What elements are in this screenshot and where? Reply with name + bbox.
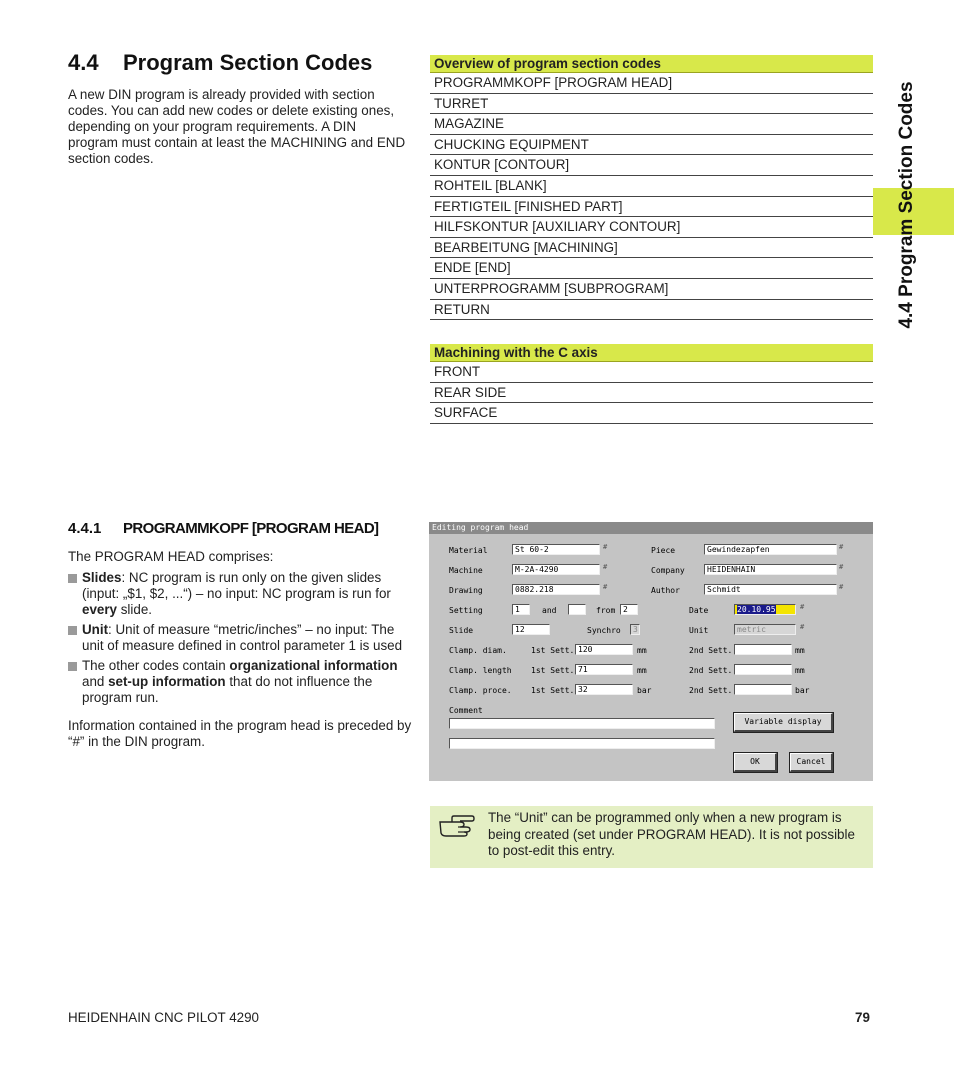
clamp-length-2nd-field[interactable] [734, 664, 792, 675]
company-label: Company [651, 566, 685, 575]
first-sett-label: 1st Sett. [531, 686, 575, 695]
material-label: Material [449, 546, 488, 555]
clamp-diam-1st-field[interactable]: 120 [575, 644, 633, 655]
bullet-bold: every [82, 602, 118, 617]
footer-text: HEIDENHAIN CNC PILOT 4290 [68, 1010, 259, 1025]
bullet-bold: organizational information [229, 658, 398, 673]
drawing-field[interactable]: 0882.218 [512, 584, 600, 595]
unit-mm-label: mm [795, 646, 805, 655]
cancel-button[interactable]: Cancel [790, 753, 833, 772]
note-box [430, 806, 873, 868]
section-title: Program Section Codes [123, 50, 373, 75]
drawing-label: Drawing [449, 586, 483, 595]
slide-field[interactable]: 12 [512, 624, 550, 635]
table-row: FERTIGTEIL [FINISHED PART] [430, 197, 873, 218]
author-label: Author [651, 586, 680, 595]
clamp-diam-2nd-field[interactable] [734, 644, 792, 655]
dialog-titlebar: Editing program head [429, 522, 873, 534]
hash-marker: # [839, 563, 844, 571]
comment-field-1[interactable] [449, 718, 715, 729]
author-field[interactable]: Schmidt [704, 584, 837, 595]
side-title-text: 4.4 Program Section Codes [896, 81, 917, 329]
c-axis-table-header: Machining with the C axis [430, 344, 873, 362]
ok-button[interactable]: OK [734, 753, 777, 772]
hash-marker: # [800, 603, 805, 611]
bullet-text: The other codes contain [82, 658, 230, 673]
clamp-proc-2nd-field[interactable] [734, 684, 792, 695]
clamp-length-label: Clamp. length [449, 666, 512, 675]
closing-text: Information contained in the program head is preceded by “#” in the DIN program. [68, 718, 412, 749]
comment-label: Comment [449, 706, 483, 715]
bullet-text: : NC program is run only on the given slides (input: „$1, $2, ...“) – no input: NC program is run for [82, 570, 391, 601]
table-row: SURFACE [430, 403, 873, 424]
from-field[interactable]: 2 [620, 604, 638, 615]
bullet-bold: Slides [82, 570, 122, 585]
bullet-text: : Unit of measure “metric/inches” – no input: The unit of measure defined in control parameter 1 is used [82, 622, 403, 653]
slide-label: Slide [449, 626, 474, 635]
variable-display-button[interactable]: Variable display [734, 713, 833, 732]
second-sett-label: 2nd Sett. [689, 646, 733, 655]
clamp-proc-1st-field[interactable]: 32 [575, 684, 633, 695]
setting-field[interactable]: 1 [512, 604, 530, 615]
bullet-text: that do not influence the program run. [82, 674, 373, 705]
date-value: 20.10.95 [737, 605, 776, 614]
table-row: MAGAZINE [430, 114, 873, 135]
note-text: The “Unit” can be programmed only when a new program is being created (set under PROGRAM HEAD). It is not possible to post-edit this entry. [488, 810, 855, 858]
piece-label: Piece [651, 546, 676, 555]
bullet-slides [68, 570, 413, 618]
unit-bar-label: bar [637, 686, 652, 695]
synchro-label: Synchro [587, 626, 621, 635]
program-head-dialog [429, 522, 873, 781]
intro-paragraph: A new DIN program is already provided with section codes. You can add new codes or delete existing ones, depending on your program requirements. A DIN program must contain at least the MACHINING and END section codes. [68, 87, 406, 166]
table-row: FRONT [430, 362, 873, 383]
unit-mm-label: mm [795, 666, 805, 675]
subsection-body [68, 549, 413, 755]
bullet-square-icon [68, 662, 77, 671]
and-label: and [542, 606, 557, 615]
comment-field-2[interactable] [449, 738, 715, 749]
second-sett-label: 2nd Sett. [689, 666, 733, 675]
bullet-text: and [82, 674, 109, 689]
page-number: 79 [855, 1010, 870, 1025]
first-sett-label: 1st Sett. [531, 646, 575, 655]
table-row: ENDE [END] [430, 258, 873, 279]
setting-label: Setting [449, 606, 483, 615]
c-axis-table [430, 344, 873, 424]
table-row: HILFSKONTUR [AUXILIARY CONTOUR] [430, 217, 873, 238]
table-row: RETURN [430, 300, 873, 321]
unit-bar-label: bar [795, 686, 810, 695]
table-row: TURRET [430, 94, 873, 115]
pointing-hand-icon [438, 814, 476, 838]
company-field[interactable]: HEIDENHAIN [704, 564, 837, 575]
table-row: CHUCKING EQUIPMENT [430, 135, 873, 156]
material-field[interactable]: St 60-2 [512, 544, 600, 555]
date-field[interactable] [734, 604, 796, 615]
from-label: from [596, 606, 616, 615]
first-sett-label: 1st Sett. [531, 666, 575, 675]
overview-table-header: Overview of program section codes [430, 55, 873, 73]
bullet-square-icon [68, 626, 77, 635]
hash-marker: # [839, 543, 844, 551]
clamp-proc-label: Clamp. proce. [449, 686, 512, 695]
section-heading [68, 50, 372, 76]
and-field[interactable] [568, 604, 586, 615]
second-sett-label: 2nd Sett. [689, 686, 733, 695]
side-running-title [887, 55, 927, 355]
piece-field[interactable]: Gewindezapfen [704, 544, 837, 555]
bullet-text: slide. [117, 602, 152, 617]
machine-label: Machine [449, 566, 483, 575]
subsection-number: 4.4.1 [68, 520, 102, 537]
bullet-square-icon [68, 574, 77, 583]
machine-field[interactable]: M-2A-4290 [512, 564, 600, 575]
clamp-diam-label: Clamp. diam. [449, 646, 507, 655]
table-row: PROGRAMMKOPF [PROGRAM HEAD] [430, 73, 873, 94]
overview-table [430, 55, 873, 320]
section-number: 4.4 [68, 50, 99, 75]
bullet-other-codes [68, 658, 413, 706]
table-row: UNTERPROGRAMM [SUBPROGRAM] [430, 279, 873, 300]
bullet-bold: Unit [82, 622, 109, 637]
hash-marker: # [839, 583, 844, 591]
unit-field[interactable]: metric [734, 624, 796, 635]
bullet-bold: set-up information [108, 674, 226, 689]
hash-marker: # [800, 623, 805, 631]
clamp-length-1st-field[interactable]: 71 [575, 664, 633, 675]
bullet-unit [68, 622, 413, 654]
table-row: ROHTEIL [BLANK] [430, 176, 873, 197]
unit-mm-label: mm [637, 646, 647, 655]
hash-marker: # [603, 583, 608, 591]
unit-label: Unit [689, 626, 709, 635]
hash-marker: # [603, 563, 608, 571]
subsection-heading [68, 520, 378, 537]
hash-marker: # [603, 543, 608, 551]
date-label: Date [689, 606, 709, 615]
table-row: BEARBEITUNG [MACHINING] [430, 238, 873, 259]
lead-text: The PROGRAM HEAD comprises: [68, 549, 274, 564]
table-row: KONTUR [CONTOUR] [430, 155, 873, 176]
synchro-field[interactable]: 3 [630, 624, 640, 635]
unit-mm-label: mm [637, 666, 647, 675]
table-row: REAR SIDE [430, 383, 873, 404]
subsection-title: PROGRAMMKOPF [PROGRAM HEAD] [123, 520, 379, 537]
